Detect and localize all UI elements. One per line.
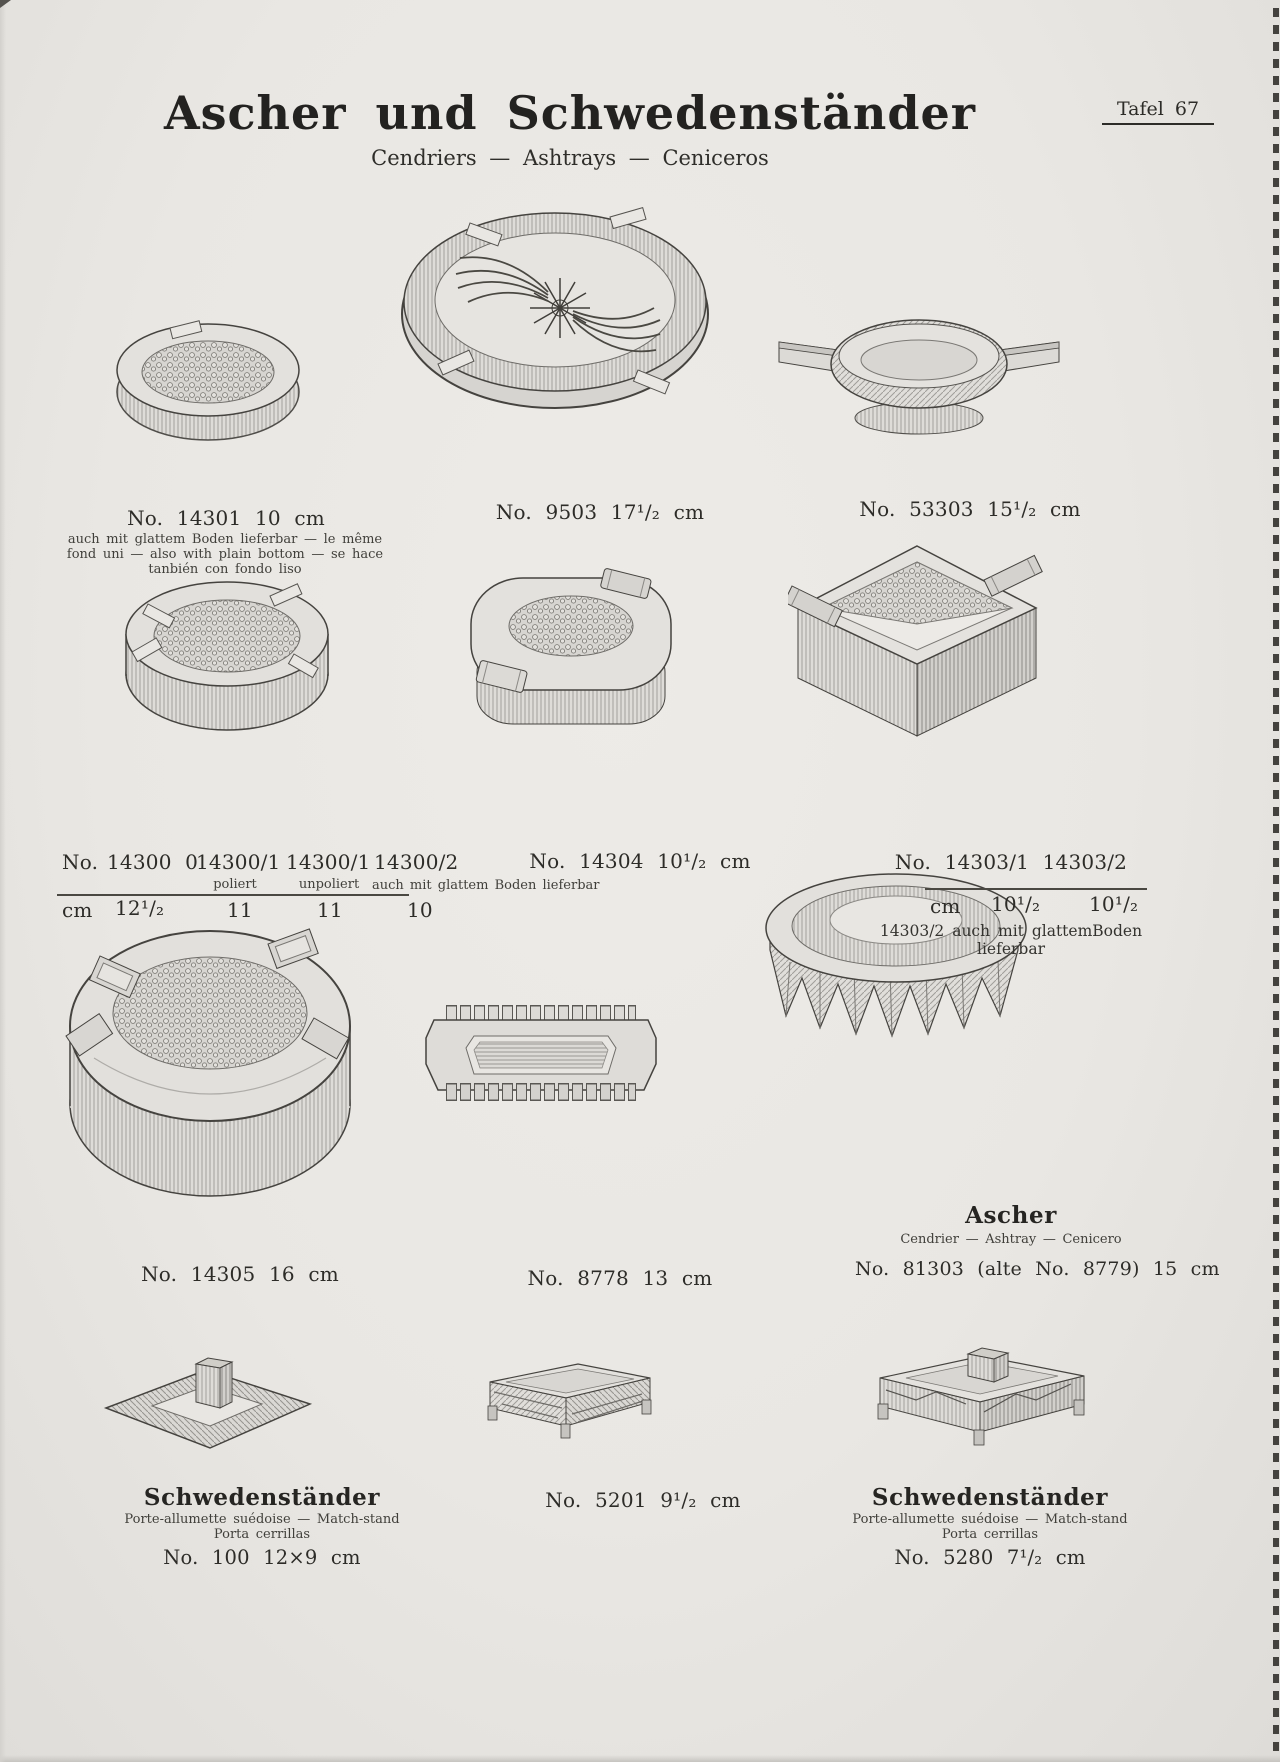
size-14303-2: 10¹/₂ xyxy=(1089,892,1139,916)
caption-5280: No. 5280 7¹/₂ cm xyxy=(894,1546,1086,1569)
caption-5280-translation-1: Porte-allumette suédoise — Match-stand xyxy=(852,1512,1128,1527)
sublabel-glattem-boden: auch mit glattem Boden lieferbar xyxy=(372,878,600,893)
size-14300-1b: 11 xyxy=(317,898,343,922)
caption-100: No. 100 12×9 cm xyxy=(163,1546,361,1569)
number-14300-2: 14300/2 xyxy=(374,850,459,874)
plate-number-label: Tafel 67 xyxy=(1102,98,1214,125)
page-subtitle: Cendriers — Ashtrays — Ceniceros xyxy=(371,146,769,170)
caption-5201: No. 5201 9¹/₂ cm xyxy=(545,1488,741,1512)
caption-53303: No. 53303 15¹/₂ cm xyxy=(859,497,1081,521)
ashtray-53303-image xyxy=(775,302,1063,440)
caption-100-translation-2: Porta cerrillas xyxy=(213,1527,311,1542)
page-bottom-edge-shadow xyxy=(0,1755,1280,1762)
caption-14305: No. 14305 16 cm xyxy=(141,1262,339,1286)
caption-14303-note: 14303/2 auch mit glattemBoden lieferbar xyxy=(879,922,1143,958)
caption-14301-note-3: tanbién con fondo liso xyxy=(148,562,302,577)
label-cm: cm xyxy=(62,898,93,922)
label-no: No. xyxy=(62,850,99,874)
ashtray-14300-image xyxy=(118,556,336,748)
ashtray-14303-image xyxy=(788,528,1046,752)
number-14300-1b: 14300/1 xyxy=(286,850,371,874)
caption-100-translation-1: Porte-allumette suédoise — Match-stand xyxy=(124,1512,400,1527)
sublabel-poliert: poliert xyxy=(213,877,257,892)
table-rule xyxy=(57,894,409,896)
caption-ascher-heading: Ascher xyxy=(965,1202,1057,1229)
caption-14303-table xyxy=(861,850,1161,958)
label-cm: cm xyxy=(930,894,961,918)
caption-ascher-translations: Cendrier — Ashtray — Cenicero xyxy=(900,1232,1122,1247)
caption-14301-note-2: fond uni — also with plain bottom — se hace xyxy=(66,547,384,562)
caption-schwedenstaender-heading-right: Schwedenständer xyxy=(871,1484,1109,1511)
matchstand-100-image xyxy=(100,1346,316,1468)
binding-perforation-marks xyxy=(1273,8,1279,1758)
ashtray-9503-image xyxy=(398,192,712,422)
caption-14301: No. 14301 10 cm xyxy=(127,506,325,530)
number-14300-0: 14300 0 xyxy=(107,850,199,874)
size-14300-2: 10 xyxy=(407,898,433,922)
caption-schwedenstaender-heading-left: Schwedenständer xyxy=(143,1484,381,1511)
caption-14304: No. 14304 10¹/₂ cm xyxy=(529,849,751,873)
ashtray-14305-image xyxy=(64,868,356,1244)
number-14300-1a: 14300/1 xyxy=(196,850,281,874)
caption-14301-note-1: auch mit glattem Boden lieferbar — le même xyxy=(67,532,383,547)
size-14300-0: 12¹/₂ xyxy=(115,896,165,920)
ashtray-5201-image xyxy=(482,1352,658,1448)
caption-5280-translation-2: Porta cerrillas xyxy=(941,1527,1039,1542)
sublabel-unpoliert: unpoliert xyxy=(298,877,360,892)
page-title: Ascher und Schwedenständer xyxy=(163,86,977,140)
caption-8778: No. 8778 13 cm xyxy=(527,1266,713,1290)
size-14303-1: 10¹/₂ xyxy=(991,892,1041,916)
caption-9503: No. 9503 17¹/₂ cm xyxy=(495,500,705,524)
caption-81303: No. 81303 (alte No. 8779) 15 cm xyxy=(855,1258,1220,1280)
ashtray-14304-image xyxy=(455,534,687,746)
page-left-edge-shadow xyxy=(0,0,6,1762)
size-14300-1a: 11 xyxy=(227,898,253,922)
matchstand-5280-image xyxy=(866,1342,1096,1454)
ashtray-14301-image xyxy=(112,292,304,448)
ashtray-8778-image xyxy=(420,986,662,1128)
caption-14303-numbers: No. 14303/1 14303/2 xyxy=(894,850,1128,874)
table-rule xyxy=(925,888,1147,890)
